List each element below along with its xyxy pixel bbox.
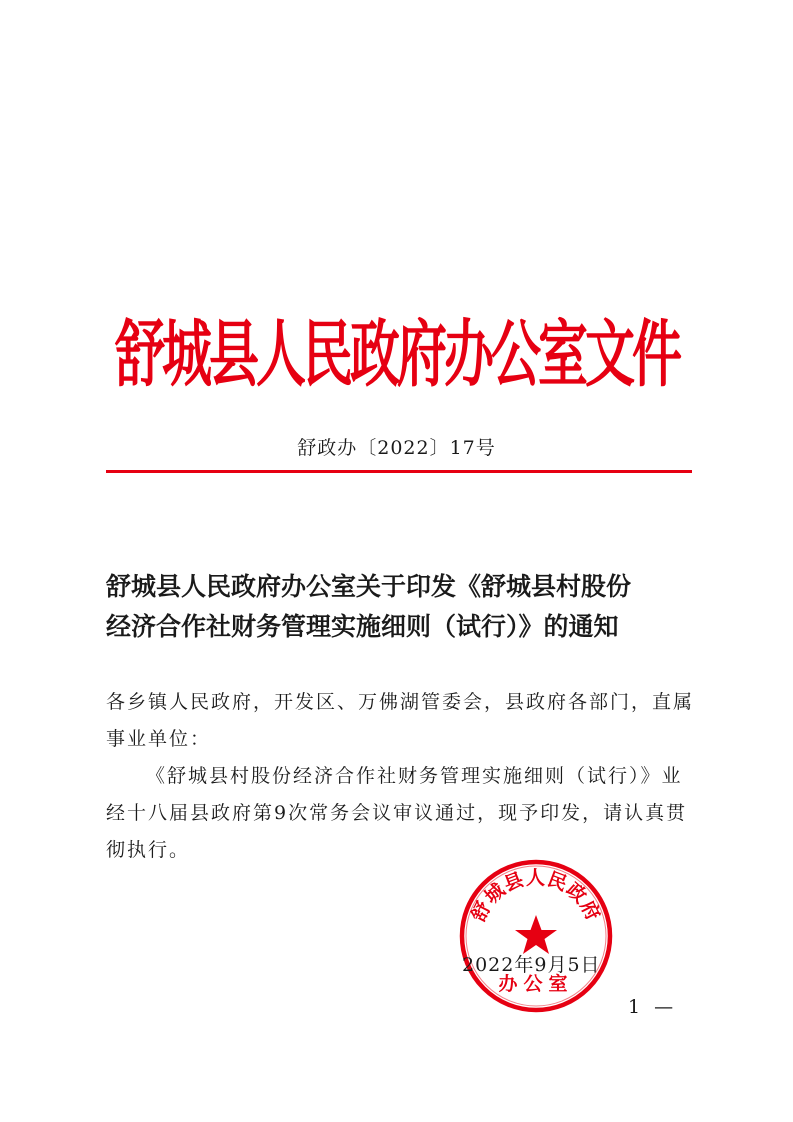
title-line-2: 经济合作社财务管理实施细则（试行）》的通知 xyxy=(106,612,619,641)
body-line-1: 《舒城县村股份经济合作社财务管理实施细则（试行）》业 xyxy=(146,765,683,787)
document-title xyxy=(106,567,696,647)
document-body xyxy=(106,684,700,869)
document-number: 舒政办〔2022〕17号 xyxy=(297,437,496,459)
addressees-line-1: 各乡镇人民政府，开发区、万佛湖管委会，县政府各部门，直属 xyxy=(106,691,695,713)
document-masthead: 舒城县人民政府办公室文件 xyxy=(115,311,679,398)
page-number: 1 — xyxy=(628,996,678,1018)
body-line-3: 彻执行。 xyxy=(106,839,191,861)
body-line-2: 经十八届县政府第9次常务会议审议通过，现予印发，请认真贯 xyxy=(106,802,688,824)
official-seal-icon xyxy=(457,857,615,1015)
seal-text-top: 舒城县人民政府 xyxy=(467,867,605,925)
red-separator-line xyxy=(106,470,692,473)
seal-text-bottom: 办公室 xyxy=(498,973,574,995)
seal-star-icon xyxy=(515,915,557,954)
issue-date: 2022年9月5日 xyxy=(462,954,601,976)
title-line-1: 舒城县人民政府办公室关于印发《舒城县村股份 xyxy=(106,572,632,601)
addressees-line-2: 事业单位： xyxy=(106,728,212,750)
